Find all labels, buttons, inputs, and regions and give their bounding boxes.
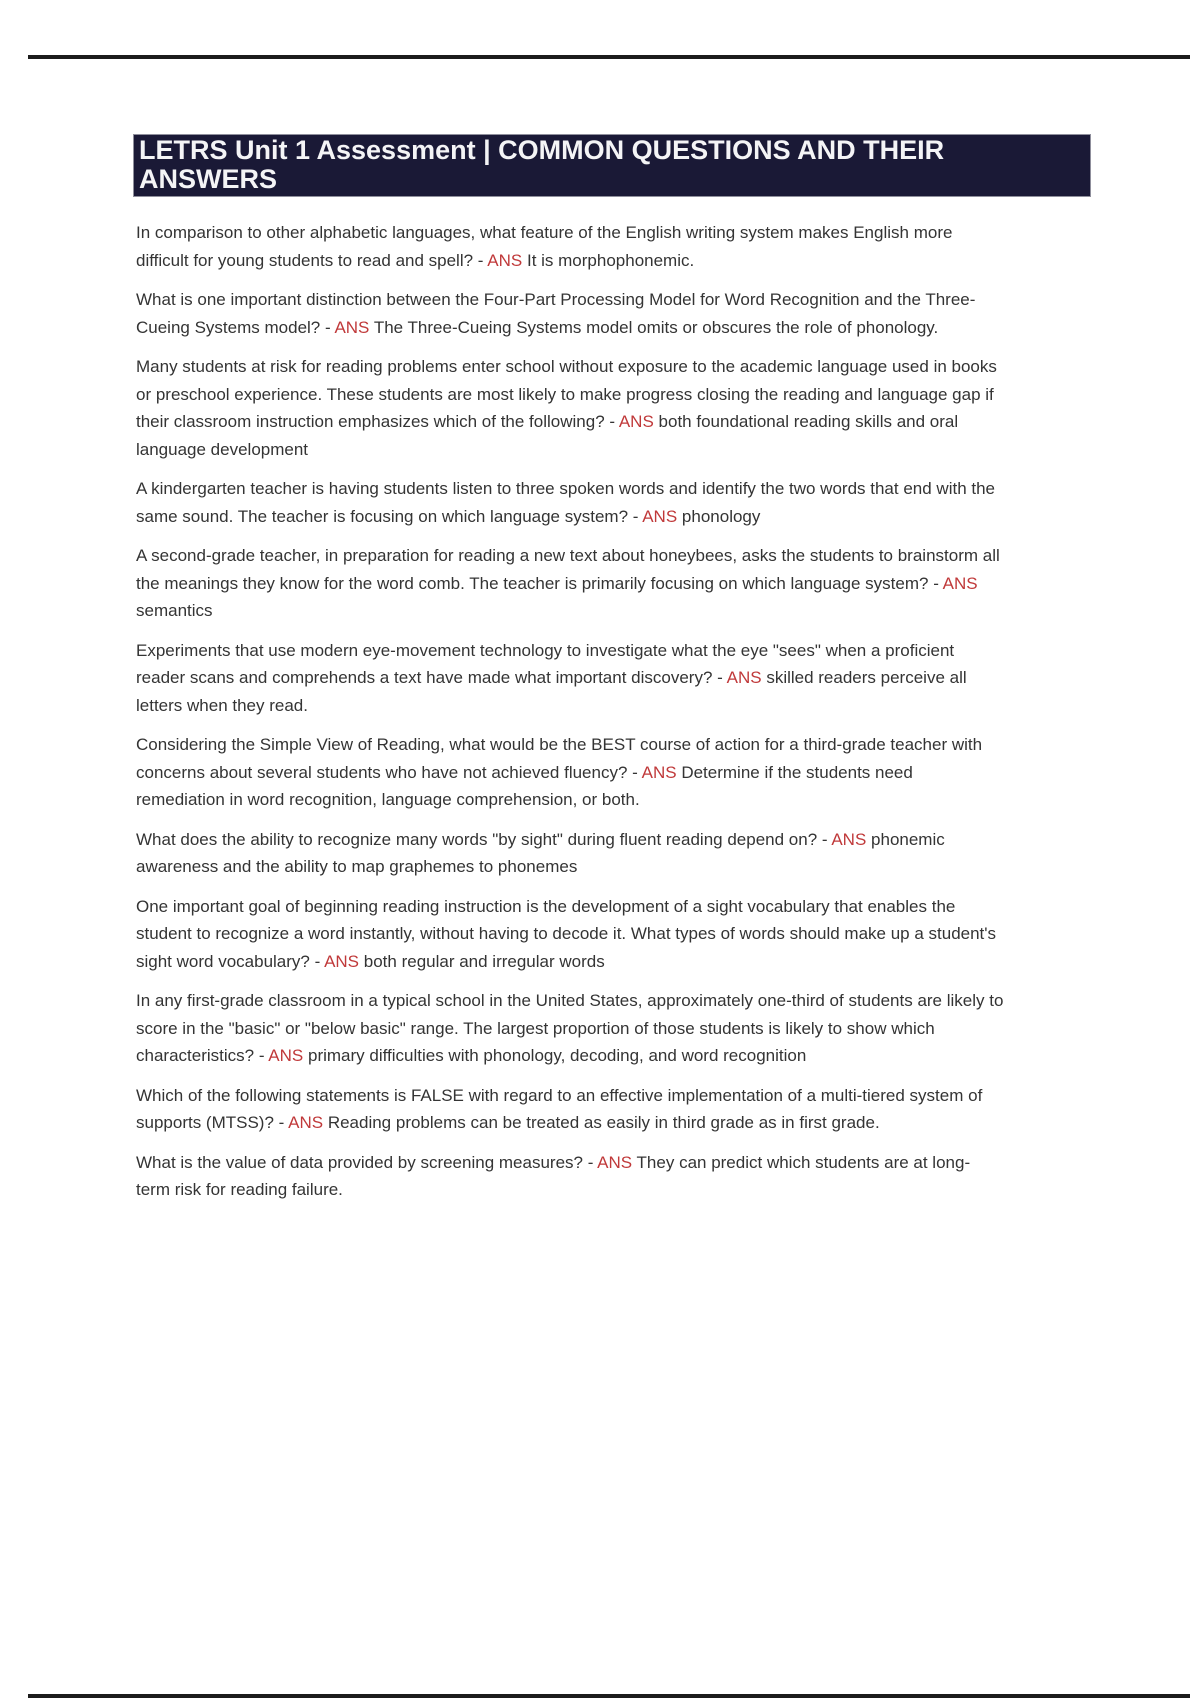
- answer-text: primary difficulties with phonology, decoding, and word recognition: [307, 1046, 807, 1065]
- qa-item: [136, 1149, 1004, 1204]
- answer-text: both regular and irregular words: [363, 951, 605, 971]
- ans-label: ANS: [942, 573, 978, 593]
- question-text: What does the ability to recognize many words "by sight" during fluent reading depend on? -: [136, 829, 828, 849]
- answer-text: Determine if the students need remediation in word recognition, language comprehension, or both.: [136, 762, 913, 809]
- answer-text: both foundational reading skills and oral language development: [136, 412, 959, 459]
- top-border-line: [28, 55, 1190, 59]
- question-text: A kindergarten teacher is having students listen to three spoken words and identify the two words that end with the same sound. The teacher is focusing on which language system? -: [136, 479, 996, 526]
- ans-label: ANS: [831, 829, 867, 849]
- question-text: Which of the following statements is FALSE with regard to an effective implementation of a multi-tiered system of supports (MTSS)? -: [136, 1085, 983, 1132]
- ans-label: ANS: [324, 951, 360, 971]
- question-text: In comparison to other alphabetic languages, what feature of the English writing system makes English more difficult for young students to read and spell? -: [136, 223, 953, 270]
- ans-label: ANS: [487, 250, 523, 270]
- question-text: Considering the Simple View of Reading, what would be the BEST course of action for a third-grade teacher with concerns about several students who have not achieved fluency? -: [136, 735, 983, 782]
- question-text: A second-grade teacher, in preparation for reading a new text about honeybees, asks the students to brainstorm all the meanings they know for the word comb. The teacher is primarily focusing on which language system? -: [136, 546, 1000, 593]
- qa-item: [136, 353, 1004, 463]
- answer-text: semantics: [136, 601, 213, 620]
- question-text: Many students at risk for reading problems enter school without exposure to the academic language used in books or preschool experience. These students are most likely to make progress closing the reading and language gap if their classroom instruction emphasizes which of the following? -: [136, 357, 997, 431]
- qa-item: [136, 826, 1004, 881]
- answer-text: Reading problems can be treated as easily in third grade as in first grade.: [327, 1113, 880, 1132]
- bottom-border-line: [28, 1694, 1190, 1698]
- question-text: What is one important distinction between the Four-Part Processing Model for Word Recognition and the Three-Cueing Systems model? -: [136, 290, 976, 337]
- answer-text: It is morphophonemic.: [526, 250, 695, 270]
- question-text: In any first-grade classroom in a typical school in the United States, approximately one-third of students are likely to score in the "basic" or "below basic" range. The largest proportion of those students is likely to show which characteristics? -: [136, 991, 1004, 1065]
- document-title: LETRS Unit 1 Assessment | COMMON QUESTIONS AND THEIR ANSWERS: [139, 135, 945, 194]
- ans-label: ANS: [268, 1046, 304, 1065]
- qa-item: [136, 987, 1004, 1070]
- qa-item: [136, 731, 1004, 814]
- ans-label: ANS: [597, 1152, 633, 1172]
- qa-item: [136, 286, 1004, 341]
- question-text: What is the value of data provided by screening measures? -: [136, 1152, 594, 1172]
- ans-label: ANS: [334, 317, 370, 337]
- question-text: One important goal of beginning reading instruction is the development of a sight vocabulary that enables the student to recognize a word instantly, without having to decode it. What types of words should make up a student's sight word vocabulary? -: [136, 896, 997, 971]
- answer-text: phonemic awareness and the ability to map graphemes to phonemes: [136, 829, 945, 876]
- qa-item: [136, 542, 1004, 625]
- document-title-banner: [133, 134, 1091, 197]
- answer-text: The Three-Cueing Systems model omits or obscures the role of phonology.: [373, 317, 939, 337]
- qa-item: [136, 1082, 1004, 1137]
- qa-list: [136, 219, 1004, 1216]
- answer-text: phonology: [681, 506, 761, 526]
- ans-label: ANS: [288, 1113, 324, 1132]
- ans-label: ANS: [726, 668, 762, 687]
- qa-item: [136, 893, 1004, 976]
- ans-label: ANS: [642, 506, 678, 526]
- question-text: Experiments that use modern eye-movement technology to investigate what the eye "sees" when a proficient reader scans and comprehends a text have made what important discovery? -: [136, 640, 955, 687]
- answer-text: skilled readers perceive all letters when they read.: [136, 668, 967, 715]
- ans-label: ANS: [618, 412, 654, 431]
- qa-item: [136, 637, 1004, 720]
- ans-label: ANS: [641, 762, 677, 782]
- qa-item: [136, 219, 1004, 274]
- qa-item: [136, 475, 1004, 530]
- answer-text: They can predict which students are at long-term risk for reading failure.: [136, 1152, 971, 1199]
